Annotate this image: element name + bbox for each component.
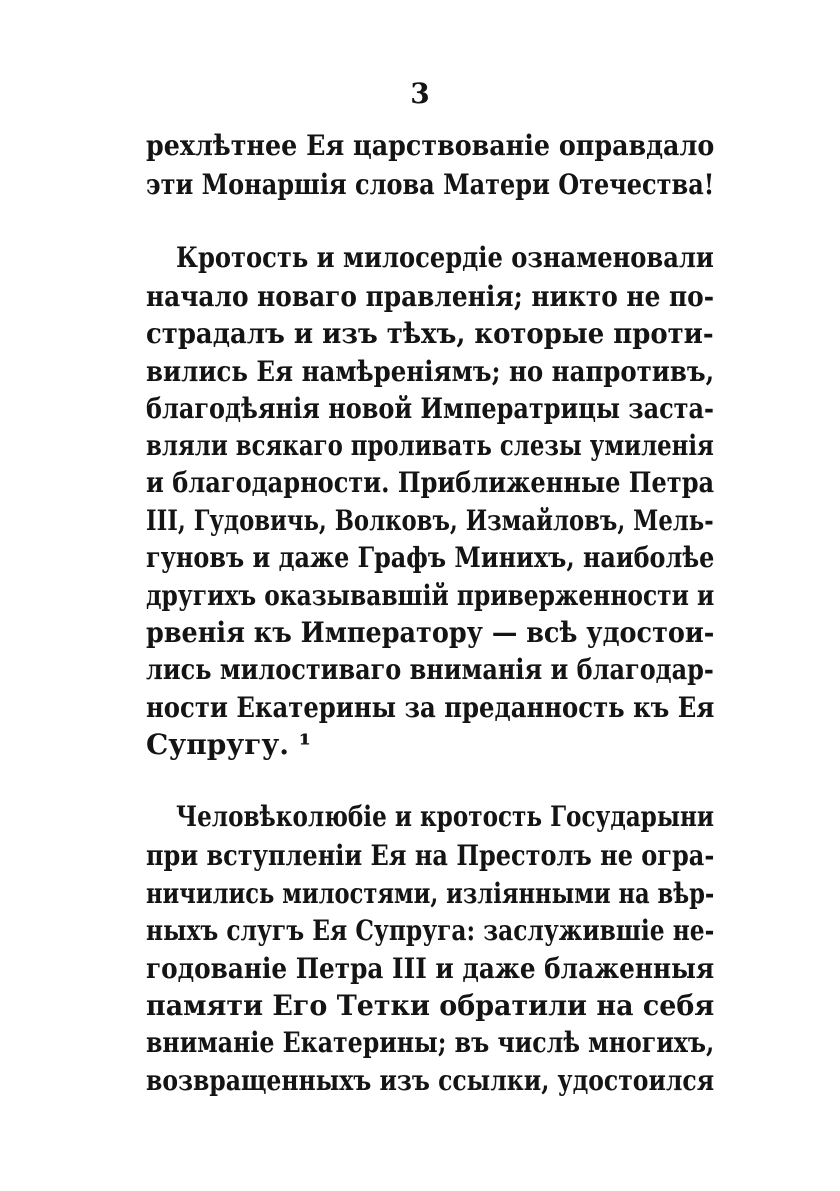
text-line: ности Екатерины за преданность къ Ея — [146, 691, 715, 724]
text-line: памяти Его Тетки обратили на себя — [146, 989, 715, 1022]
text-line: эти Монаршія слова Матери Отечества! — [146, 168, 715, 201]
text-line: лись милостиваго вниманія и благодар- — [146, 653, 714, 686]
text-line: благодѣянія новой Императрицы заста- — [146, 392, 714, 425]
text-line: возвращенныхъ изъ ссылки, удостоился — [146, 1064, 715, 1097]
text-line: и благодарности. Приближенные Петра — [146, 466, 715, 499]
text-line: рехлѣтнее Ея царствованіе оправдало — [146, 129, 715, 162]
text-line: ничились милостями, изліянными на вѣр- — [146, 877, 715, 910]
text-line: при вступленіи Ея на Престолъ не огра- — [146, 839, 715, 872]
text-line: III, Гудовичь, Волковъ, Измайловъ, Мель- — [146, 504, 714, 537]
text-line: вниманіе Екатерины; въ числѣ многихъ, — [146, 1026, 715, 1059]
text-line: гуновъ и даже Графъ Минихъ, наиболѣе — [146, 541, 715, 574]
text-line: Супругу. ¹ — [146, 728, 312, 761]
text-line: вляли всякаго проливать слезы умиленія — [146, 429, 714, 462]
text-line: другихъ оказывавшій приверженности и — [146, 579, 715, 612]
text-line: начало новаго правленія; никто не по- — [146, 280, 715, 313]
text-line: годованіе Петра III и даже блаженныя — [146, 952, 715, 985]
text-line: ныхъ слугъ Ея Супруга: заслужившіе не- — [146, 914, 715, 947]
text-line: рвенія къ Императору — всѣ удостои- — [146, 616, 715, 649]
text-line: вились Ея намѣреніямъ; но напротивъ, — [146, 355, 715, 388]
text-line: Человѣколюбіе и кротость Государыни — [176, 800, 715, 833]
page-number: 3 — [410, 77, 430, 110]
text-line: Кротость и милосердіе ознаменовали — [176, 241, 714, 274]
text-line: страдалъ и изъ тѣхъ, которые проти- — [146, 317, 714, 350]
